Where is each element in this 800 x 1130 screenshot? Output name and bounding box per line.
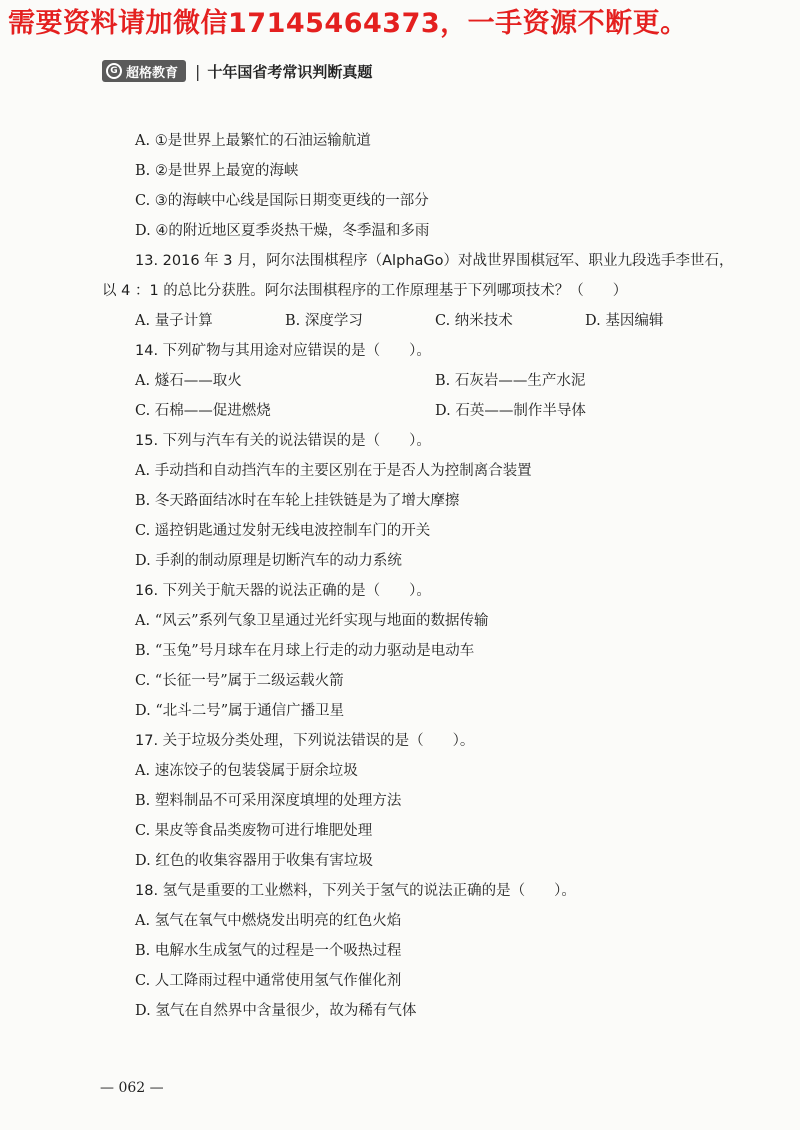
option-c: C. 遥控钥匙通过发射无线电波控制车门的开关 [135,523,431,539]
header-separator: | [195,61,201,81]
watermark-banner: 需要资料请加微信17145464373，一手资源不断更。 [8,8,688,39]
option-b: B. 冬天路面结冰时在车轮上挂铁链是为了增大摩擦 [135,493,460,509]
option-b: B. 塑料制品不可采用深度填埋的处理方法 [135,793,402,809]
option-a: A. 速冻饺子的包装袋属于厨余垃圾 [135,763,358,779]
question-13-stem: 13. 2016 年 3 月，阿尔法围棋程序（AlphaGo）对战世界围棋冠军、职业九段选手李世石， [135,253,734,269]
option-c: C. “长征一号”属于二级运载火箭 [135,673,344,689]
option-b: B. 深度学习 [285,313,363,329]
option-d: D. 石英——制作半导体 [435,403,586,419]
option-d: D. ④的附近地区夏季炎热干燥，冬季温和多雨 [135,223,430,239]
option-d: D. 手刹的制动原理是切断汽车的动力系统 [135,553,402,569]
option-b: B. “玉兔”号月球车在月球上行走的动力驱动是电动车 [135,643,475,659]
option-d: D. 基因编辑 [585,313,664,329]
option-a: A. ①是世界上最繁忙的石油运输航道 [135,133,371,149]
option-c: C. 人工降雨过程中通常使用氢气作催化剂 [135,973,402,989]
option-d: D. “北斗二号”属于通信广播卫星 [135,703,345,719]
question-content [102,126,735,1026]
question-16-stem: 16. 下列关于航天器的说法正确的是（ ）。 [135,583,431,599]
logo-text: 超格教育 [126,65,179,81]
option-c: C. ③的海峡中心线是国际日期变更线的一部分 [135,193,429,209]
question-14-stem: 14. 下列矿物与其用途对应错误的是（ ）。 [135,343,431,359]
question-17-stem: 17. 关于垃圾分类处理，下列说法错误的是（ ）。 [135,733,475,749]
option-a: A. 燧石——取火 [135,373,242,389]
question-13-options [135,306,735,336]
option-d: D. 红色的收集容器用于收集有害垃圾 [135,853,373,869]
option-c: C. 石棉——促进燃烧 [135,403,271,419]
option-b: B. 石灰岩——生产水泥 [435,373,586,389]
option-a: A. 手动挡和自动挡汽车的主要区别在于是否人为控制离合装置 [135,463,532,479]
question-14-options-row-2 [135,396,735,426]
book-title: 十年国省考常识判断真题 [207,62,373,81]
logo-g-icon: G [106,63,122,79]
option-c: C. 纳米技术 [435,313,513,329]
page-number: — 062 — [100,1080,164,1096]
page-header [102,58,372,84]
question-15-stem: 15. 下列与汽车有关的说法错误的是（ ）。 [135,433,431,449]
question-14-options-row-1 [135,366,735,396]
question-13-stem-continued: 以 4 ：1 的总比分获胜。阿尔法围棋程序的工作原理基于下列哪项技术？（ ） [102,283,628,299]
option-a: A. “风云”系列气象卫星通过光纤实现与地面的数据传输 [135,613,489,629]
option-a: A. 氢气在氧气中燃烧发出明亮的红色火焰 [135,913,402,929]
option-b: B. 电解水生成氢气的过程是一个吸热过程 [135,943,402,959]
option-b: B. ②是世界上最宽的海峡 [135,163,299,179]
question-18-stem: 18. 氢气是重要的工业燃料，下列关于氢气的说法正确的是（ ）。 [135,883,576,899]
publisher-logo [102,60,186,82]
option-d: D. 氢气在自然界中含量很少，故为稀有气体 [135,1003,417,1019]
option-c: C. 果皮等食品类废物可进行堆肥处理 [135,823,373,839]
option-a: A. 量子计算 [135,313,213,329]
